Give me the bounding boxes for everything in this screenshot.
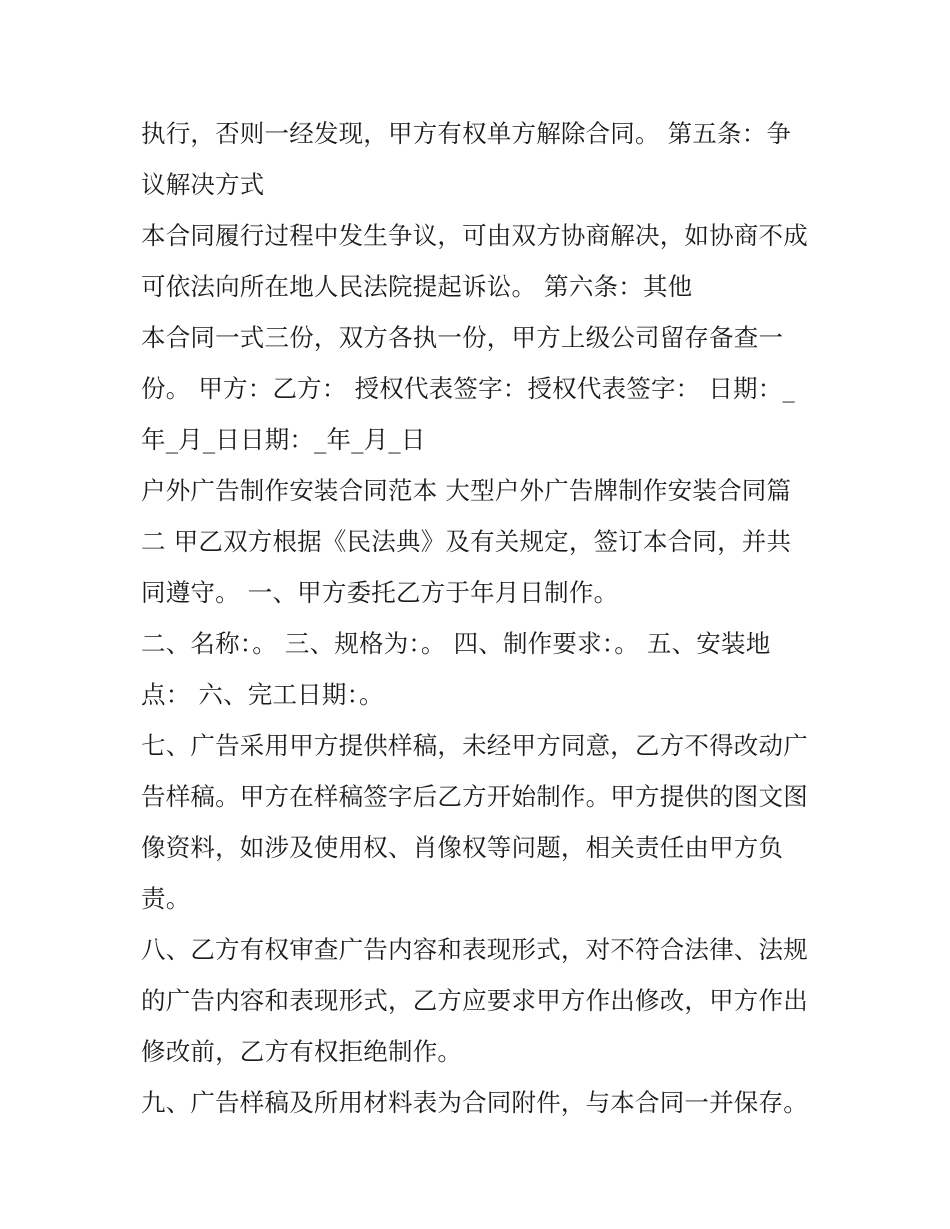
text-line-10: 同遵守。 一、甲方委托乙方于年月日制作。 [141, 578, 619, 607]
text-line-12: 点： 六、完工日期：。 [141, 680, 384, 709]
text-line-9: 二 甲乙双方根据《民法典》及有关规定，签订本合同，并共 [141, 527, 792, 556]
text-line-7: 年_月_日日期：_年_月_日 [141, 425, 426, 454]
text-line-14: 告样稿。甲方在样稿签字后乙方开始制作。甲方提供的图文图 [141, 782, 808, 811]
text-line-5: 本合同一式三份，双方各执一份，甲方上级公司留存备查一 [141, 323, 784, 352]
text-line-4: 可依法向所在地人民法院提起诉讼。 第六条：其他 [141, 272, 693, 301]
text-line-2: 议解决方式 [141, 170, 265, 199]
text-line-20: 九、广告样稿及所用材料表为合同附件，与本合同一并保存。 [141, 1088, 808, 1117]
text-line-19: 修改前，乙方有权拒绝制作。 [141, 1037, 463, 1066]
text-line-1: 执行，否则一经发现，甲方有权单方解除合同。 第五条：争 [141, 119, 792, 148]
text-line-6: 份。 甲方：乙方： 授权代表签字：授权代表签字： 日期：_ [141, 374, 795, 403]
contract-text-block [141, 108, 821, 1128]
text-line-18: 的广告内容和表现形式，乙方应要求甲方作出修改，甲方作出 [141, 986, 808, 1015]
text-line-3: 本合同履行过程中发生争议，可由双方协商解决，如协商不成 [141, 221, 808, 250]
text-line-11: 二、名称：。 三、规格为：。 四、制作要求：。 五、安装地 [141, 629, 771, 658]
text-line-8: 户外广告制作安装合同范本 大型户外广告牌制作安装合同篇 [141, 476, 792, 505]
text-line-17: 八、乙方有权审查广告内容和表现形式，对不符合法律、法规 [141, 935, 808, 964]
text-line-16: 责。 [141, 884, 191, 913]
text-line-15: 像资料，如涉及使用权、肖像权等问题，相关责任由甲方负 [141, 833, 784, 862]
text-line-13: 七、广告采用甲方提供样稿，未经甲方同意，乙方不得改动广 [141, 731, 808, 760]
